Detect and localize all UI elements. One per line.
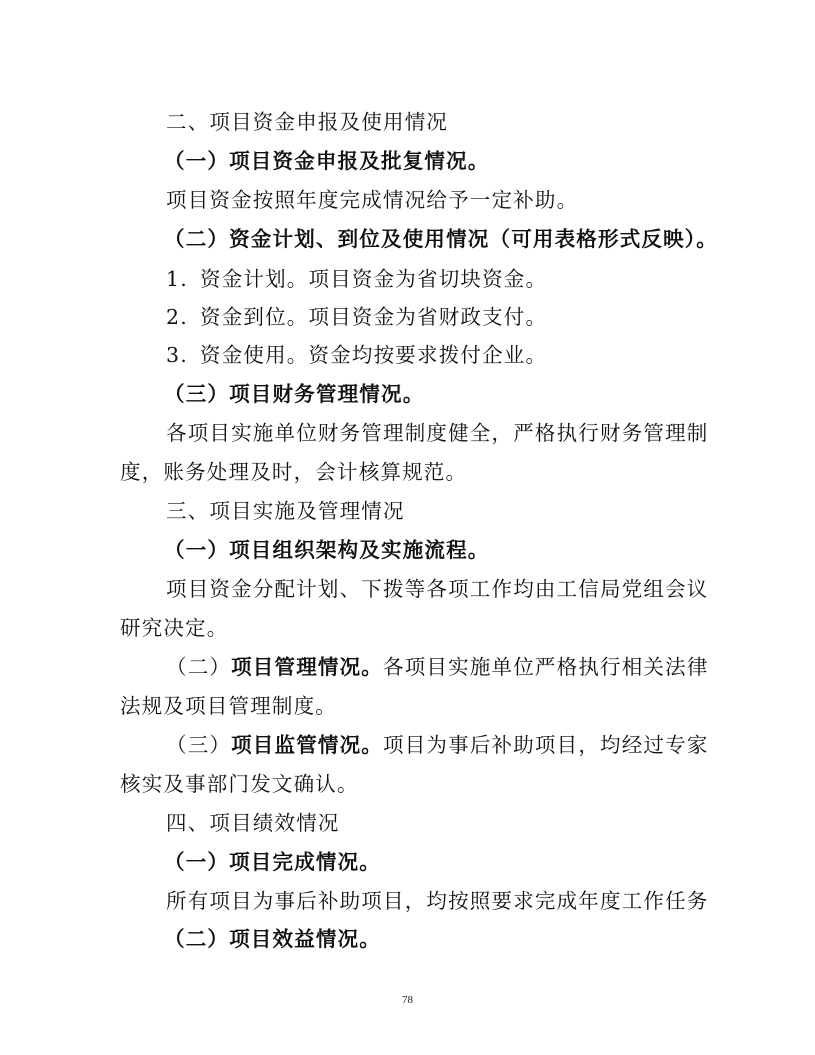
section-2-3-body-line2: 度，账务处理及时，会计核算规范。 <box>120 460 468 484</box>
section-3-3-title: 项目监管情况。 <box>231 733 384 757</box>
section-3-3-body-line2: 核实及事部门发文确认。 <box>120 772 359 796</box>
section-4-heading: 四、项目绩效情况 <box>166 811 340 835</box>
section-3-3-prefix: （三） <box>166 733 232 757</box>
section-4-2-heading: （二）项目效益情况。 <box>164 927 381 951</box>
section-3-3-paragraph <box>0 732 815 758</box>
section-3-2-paragraph <box>0 654 815 680</box>
list-item <box>0 342 815 368</box>
section-3-1-body-line1: 项目资金分配计划、下拨等各项工作均由工信局党组会议 <box>166 577 709 601</box>
section-2-1-body: 项目资金按照年度完成情况给予一定补助。 <box>166 188 579 212</box>
list-item-number: 2. <box>166 305 188 329</box>
list-item-text: 资金到位。项目资金为省财政支付。 <box>200 305 548 329</box>
list-item-text: 资金使用。资金均按要求拨付企业。 <box>200 343 548 367</box>
section-3-1-heading: （一）项目组织架构及实施流程。 <box>164 538 490 562</box>
section-3-2-prefix: （二） <box>166 655 232 679</box>
section-2-2-heading: （二）资金计划、到位及使用情况（可用表格形式反映）。 <box>164 227 718 251</box>
section-3-1-body-line2: 研究决定。 <box>120 616 229 640</box>
section-3-2-text: 各项目实施单位严格执行相关法律 <box>383 655 709 679</box>
section-2-1-heading: （一）项目资金申报及批复情况。 <box>164 149 490 173</box>
page-number: 78 <box>402 994 413 1006</box>
list-item <box>0 304 815 330</box>
list-item-number: 3. <box>166 343 188 367</box>
section-4-1-body: 所有项目为事后补助项目，均按照要求完成年度工作任务 <box>166 889 709 913</box>
section-3-heading: 三、项目实施及管理情况 <box>166 499 405 523</box>
list-item-number: 1. <box>166 267 188 291</box>
section-3-2-body-line2: 法规及项目管理制度。 <box>120 694 337 718</box>
section-4-1-heading: （一）项目完成情况。 <box>164 850 381 874</box>
list-item <box>0 266 815 292</box>
section-3-2-title: 项目管理情况。 <box>231 655 384 679</box>
section-3-3-text: 项目为事后补助项目，均经过专家 <box>383 733 709 757</box>
list-item-text: 资金计划。项目资金为省切块资金。 <box>200 267 548 291</box>
section-2-3-heading: （三）项目财务管理情况。 <box>164 382 425 406</box>
section-2-3-body-line1: 各项目实施单位财务管理制度健全，严格执行财务管理制 <box>166 421 709 445</box>
section-2-heading: 二、项目资金申报及使用情况 <box>166 110 449 134</box>
